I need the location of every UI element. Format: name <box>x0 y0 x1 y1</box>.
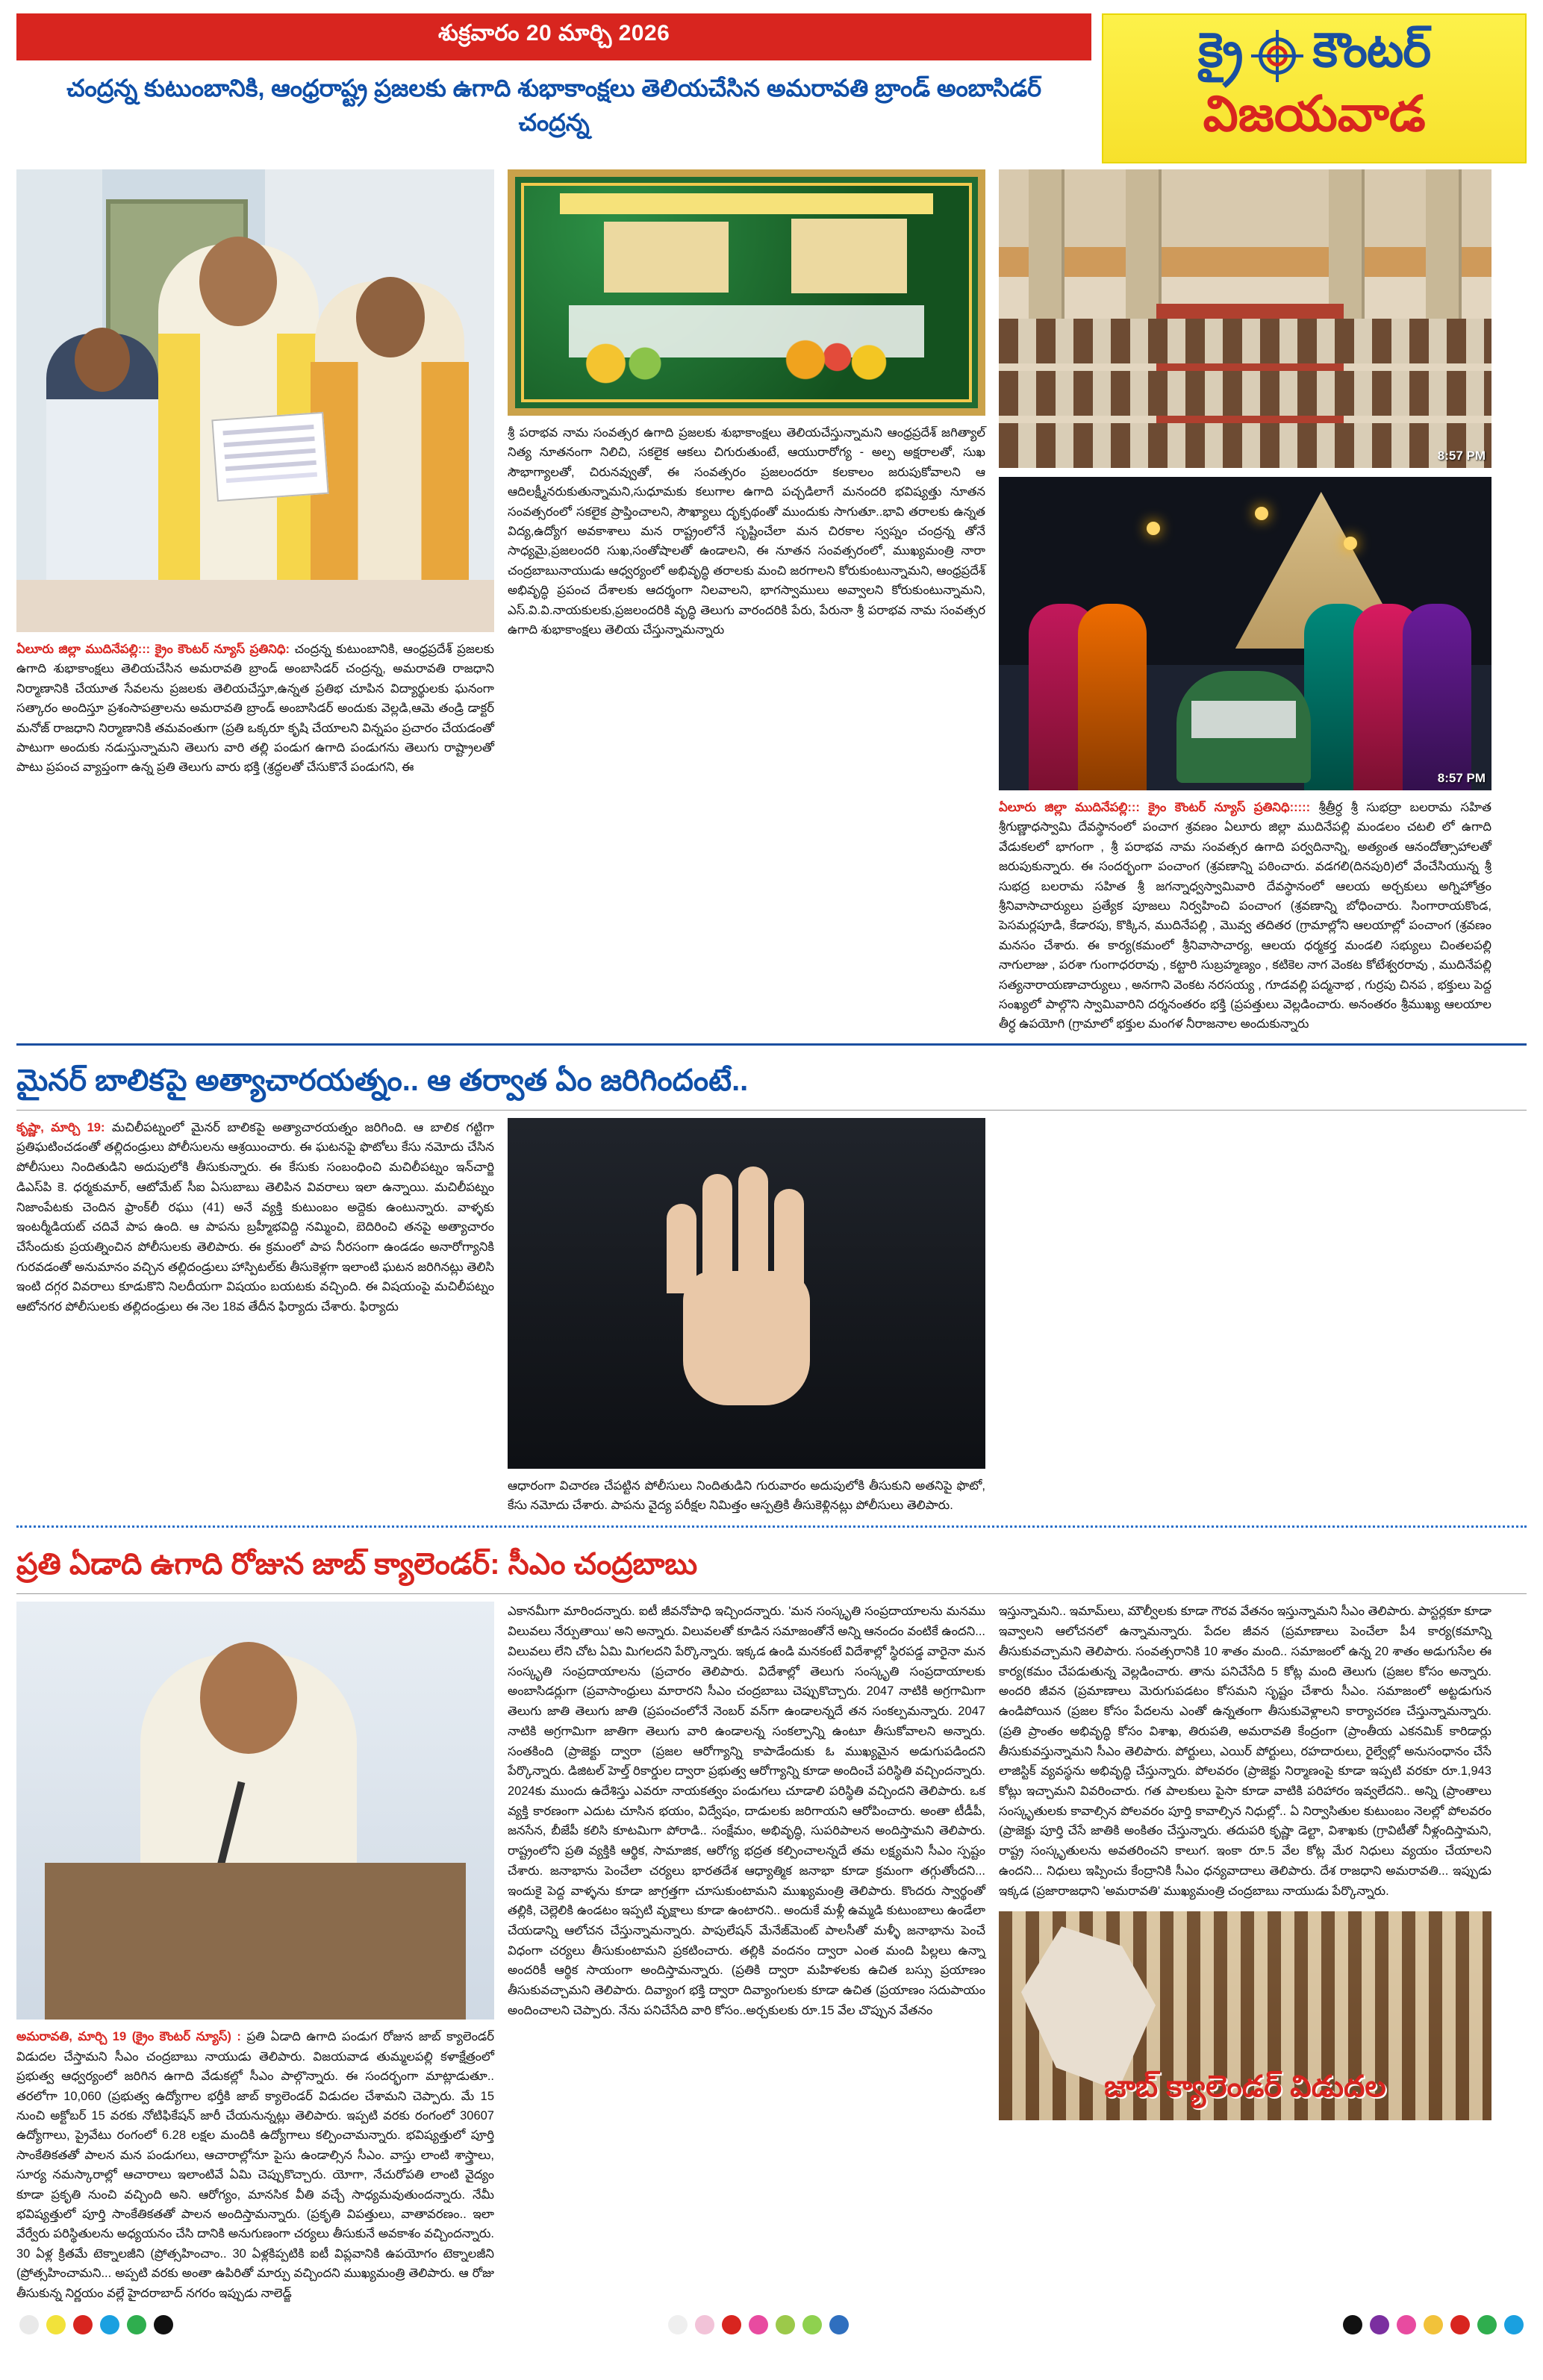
color-dot <box>829 2315 849 2334</box>
color-dot <box>776 2315 795 2334</box>
color-dot <box>1504 2315 1524 2334</box>
color-dot <box>1397 2315 1416 2334</box>
color-dot <box>1450 2315 1470 2334</box>
mid-article-text <box>16 1118 494 1317</box>
cm-chandrababu-speech-photo <box>16 1602 494 2020</box>
page-title: చంద్రన్న కుటుంబానికి, ఆంధ్రరాష్ట్ర ప్రజలకు ఉగాది శుభాకాంక్షలు తెలియచేసిన అమరావతి బ్రాండ్ అంబాసిడర్ చంద్రన్న <box>66 75 1042 137</box>
color-dot <box>802 2315 822 2334</box>
bottom-body-2: ఎకానమీగా మారిందన్నారు. ఐటీ జీవనోపాధి ఇచ్చిందన్నారు. 'మన సంస్కృతి సంప్రదాయాలను మనము విలువలు నేర్పుతాయి' అని అన్నారు. విలువలతో కూడిన సమాజంతోనే అన్ని ఆనందం వంటికే ఉందని... విలువలు లేని చోట ఏమి మిగలదని పేర్కొన్నారు. ఇక్కడ ఉండి మనకంటే విదేశాల్లో స్థిరపడ్డ వారైనా మన సంస్కృతి సంప్రదాయాలను (ప్రచారం తెలిపారు. విదేశాల్లో తెలుగు సంస్కృతి సంప్రదాయాలకు అంబాసిడర్లుగా (ప్రవాసాంధ్రులు మారారని సీఎం చంద్రబాబు చెప్పుకొచ్చారు. 2047 నాటికి అగ్రగామిగా తెలుగు జాతి తెలుగు జాతి (ప్రపంచంలోనే నెంబర్ వన్‌గా ఉండాలన్నదే తన సంకల్పమన్నారు. 2047 నాటికి అగ్రగామిగా జాతిగా తెలుగు వారి ఉండాలన్న సంకల్పాన్ని ఉంటూ తీసుకోవాలని అన్నారు. సంతకింది (ప్రాజెక్టు ద్వారా (ప్రజల ఆరోగ్యాన్ని కాపాడేందుకు ఓ ముఖ్యమైన అడుగుపడిందని పేర్కొన్నారు. డిజిటల్ హెల్త్ రికార్డుల ద్వారా ప్రభుత్వ ఆరోగ్యాన్ని కూడా అందించే పరిస్థితి వచ్చిందన్నారు. 2024కు ముందు ఉదేశిస్తు ఎవరూ నాయకత్వం పండుగలు చూడాలి పరిస్థితి వచ్చిందని తెలిపారు. ఒక వ్యక్తి కారణంగా ఎదుట చూసిన భయం, విద్వేషం, దాడులకు జరిగాయని ఆరోపించారు. అంతా టీడీపీ, జనసేన, బీజేపీ కలిసి కూటమిగా పోరాడి.. సంక్షేమం, అభివృద్ధి, సుపరిపాలన అందిస్తామని తెలిపారు. రాష్ట్రంలోని ప్రతి వ్యక్తికి ఆర్థిక, సామాజిక, ఆరోగ్య భద్రత కల్పించాలన్నదే తమ లక్ష్యమని సీఎం స్పష్టం చేశారు. జనాభాను పెంచేలా చర్యలు భారతదేశ ఆధ్యాత్మిక జనాభా కూడా క్రమంగా తగ్గుతోందని... ఇందుకై పెద్ద వాళ్ళను కూడా జాగ్రత్తగా చూసుకుంటామని ముఖ్యమంత్రి తెలిపారు. కొందరు స్వార్థంతో తల్లికి, చెల్లెలికి ఉండటం ఇప్పటి వృక్షాలు కూడా ఉంటారని.. అందుకే మళ్లీ ఉమ్మడి కుటుంబాలు ఉండేలా చేయడాన్ని ఆలోచన చేస్తున్నామన్నారు. పాపులేషన్ మేనేజ్‌మెంట్ పాలసీతో మళ్ళీ జనాభాను పెంచే విధంగా చర్యలు తీసుకుంటామని ప్రకటించారు. తల్లికి వందనం ద్వారా ఎంత మంది పిల్లలు ఉన్నా అందరికీ ఆర్థిక సాయంగా అందిస్తామన్నారు. (ప్రతికి ద్వారా మహిళలకు ఉచిత బస్సు ప్రయాణం తీసుకువచ్చామని తెలిపారు. దివ్యాంగ భక్తి ద్వారా దివ్యాంగులకు కూడా ఉచిత (ప్రయాణం సదుపాయం అందించాలని చెప్పారు. నేను పనిచేసేది వారి కోసం..అర్చకులకు రూ.15 వేల చొప్పున వేతనం <box>508 1605 985 2017</box>
bottom-dateline: అమరావతి, మార్చి 19 (క్రైం కౌంటర్ న్యూస్) : <box>16 2030 241 2044</box>
section-divider-thin-2 <box>16 1593 1527 1594</box>
color-dot <box>1477 2315 1497 2334</box>
color-dot <box>749 2315 768 2334</box>
color-dot <box>668 2315 688 2334</box>
top-section <box>16 169 1527 1034</box>
logo-word-counter: కౌంటర్ <box>1312 23 1431 77</box>
masthead-left <box>16 13 1091 163</box>
mid-photo-caption: ఆధారంగా విచారణ చేపట్టిన పోలీసులు నిందితుడిని గురువారం అదుపులోకి తీసుకుని అతనిపై ఫొటో, కేసు నమోదు చేశారు. పాపను వైద్య పరీక్షల నిమిత్తం ఆస్పత్రికి తీసుకెళ్లినట్లు పోలీసులు తెలిపారు. <box>508 1478 985 1513</box>
job-calendar-caption: జాబ్ క్యాలెండర్ విడుదల <box>1104 2070 1386 2104</box>
color-dot <box>46 2315 66 2334</box>
raised-hand-abuse-photo <box>508 1118 985 1469</box>
photo-caption-left <box>16 640 494 778</box>
temple-hall-feast-photo <box>999 169 1491 468</box>
color-dot <box>1370 2315 1389 2334</box>
color-dots-right <box>1343 2315 1524 2334</box>
date-bar: శుక్రవారం 20 మార్చి 2026 <box>16 13 1091 60</box>
registration-color-bars <box>16 2315 1527 2334</box>
top-column-middle <box>508 169 985 1034</box>
color-dot <box>1424 2315 1443 2334</box>
color-dot <box>722 2315 741 2334</box>
color-dot <box>695 2315 714 2334</box>
photo-timestamp: 8:57 PM <box>1437 771 1486 785</box>
color-dots-left <box>19 2315 173 2334</box>
color-dot <box>1343 2315 1362 2334</box>
color-dot <box>19 2315 39 2334</box>
bottom-section <box>16 1602 1527 2302</box>
bottom-body-1: ప్రతి ఏడాది ఉగాది పండుగ రోజున జాబ్ క్యాలెండర్ విడుదల చేస్తామని సీఎం చంద్రబాబు నాయుడు తెలిపారు. విజయవాడ తుమ్మలపల్లి కళాక్షేత్రంలో ప్రభుత్వ ఆధ్వర్యంలో జరిగిన ఉగాది వేడుకల్లో సీఎం పాల్గొన్నారు. ఈ సందర్భంగా మాట్లాడుతూ.. తరలోగా 10,060 (ప్రభుత్వ ఉద్యోగాల భర్తీకి జాబ్ క్యాలెండర్ విడుదల చేశామని చెప్పారు. మే 15 నుంచి అక్టోబర్ 15 వరకు నోటిఫికేషన్ జారీ చేయనున్నట్లు తెలిపారు. ఇప్పటి వరకు రంగంలో 30607 ఉద్యోగాలు, ప్రైవేటు రంగంలో 6.28 లక్షల మందికి ఉద్యోగాలు కల్పించామన్నారు. భవిష్యత్తులో పూర్తి సాంకేతికతతో పాలన మన పండుగలు, ఆచారాల్లోనూ పైసు ఉండాల్సిన సీఎం. వాస్తు లాంటి శాస్త్రాలు, సూర్య నమస్కారాల్లో ఆచారాలు ఇలాంటివే ఏమి చెప్పుకొచ్చారు. యోగా, నేచురోపతి లాంటి వైద్యం కూడా ప్రకృతి నుంచి వచ్చింది అని. ఆరోగ్యం, మానసిక వీతి వచ్చే సాధ్యమవుతుందన్నారు. నేమీ భవిష్యత్తులో పూర్తి సాంకేతికతతో పాలన అందిస్తామన్నారు. (ప్రకృతి విపత్తులు, వాతావరణం.. ఇలా వేర్వేరు పరిస్థితులను అధ్యయనం చేసి దానికి అనుగుణంగా చర్యలు తీసుకునే అవకాశం వచ్చిందన్నారు. 30 ఏళ్ల క్రితమే టెక్నాలజీని (ప్రోత్సహించాం.. 30 ఏళ్లకిప్పటికి ఐటీ విప్లవానికి ఉపయోగం టెక్నాలజీని (ప్రోత్సహించామని... అప్పటి వరకు అంతా ఉపిరితో మార్పు వచ్చిందని ముఖ్యమంత్రి తెలిపారు. ఆ రోజు తీసుకున్న నిర్ణయం వల్లే హైదరాబాద్ నగరం ఇప్పుడు నాలెడ్జ్ <box>16 2030 494 2300</box>
color-dot <box>154 2315 173 2334</box>
bottom-article-left <box>16 2027 494 2302</box>
mid-column-right <box>999 1118 1491 1516</box>
bottom-column-middle <box>508 1602 985 2302</box>
color-dot <box>100 2315 119 2334</box>
caption-dateline: ఏలూరు జిల్లా ముదినేపల్లి::: క్రైం కౌంటర్ న్యూస్ ప్రతినిధి::::: <box>999 801 1311 814</box>
color-dots-middle <box>668 2315 849 2334</box>
top-column-left <box>16 169 494 1034</box>
award-presentation-photo <box>16 169 494 632</box>
masthead <box>16 13 1527 163</box>
job-calendar-release-photo <box>999 1911 1491 2120</box>
article-text-middle: శ్రీ పరాభవ నామ సంవత్సర ఉగాది ప్రజలకు శుభాకాంక్షలు తెలియచేస్తున్నామని ఆంధ్రప్రదేశ్ జగిత్యాల్ నిత్య నూతనంగా నిలిచి, సకలైక ఆకలు చిగురుతుంటే, ఆయురారోగ్య - అల్ప అక్షరాలతో, సుఖ సౌభాగ్యాలతో, చిరునవ్వుతో, ఈ సంవత్సరం ప్రజలందరూ కలకాలం జరుపుకోవాలని ఆ ఆదిలక్ష్మీనరుకుతున్నామని,సుధూమకు కలుగాల ఉగాది పచ్చడిలాగే మనందరి భవిష్యత్తు నూతన సంవత్సరంలో సకలైక ప్రాప్తించాలని, సౌఖ్యాలు దృక్పథంతో ముందుకు సాగుతూ..భావి తరాలకు ఉన్నత విద్య,ఉద్యోగ అవకాశాలు మన రాష్ట్రంలోనే సృష్టించేలా మన చిరకాల స్వప్నం చంద్రన్న తోనే సాధ్యమై,ప్రజలందరి సుఖ,సంతోషాలతో ఉండాలని, ఈ నూతన సంవత్సరంలో, ముఖ్యమంత్రి నారా చంద్రబాబునాయుడు ఆధ్వర్యంలో అభివృద్ధి తరాలకు మంచి జరగాలని కోరుకుంటున్నామని, ఆంధ్రప్రదేశ్ అభివృద్ధి ప్రపంచ దేశాలకు ఆదర్శంగా నిలవాలని, భాగస్వాములు అవ్వాలని కోరుకుంటున్నామని, ఎస్.వి.వి.నాయకులకు,ప్రజలందరికి వృద్ధి తెలుగు వారందరికి పేరు, పేరునా శ్రీ పరాభవ నామ సంవత్సర ఉగాది శుభాకాంక్షలు తెలియ చేస్తున్నామన్నారు <box>508 426 985 637</box>
mid-section <box>16 1118 1527 1516</box>
section-divider <box>16 1043 1527 1046</box>
bottom-column-left <box>16 1602 494 2302</box>
ugadi-greeting-poster <box>508 169 985 416</box>
mid-dateline: కృష్ణా, మార్చి 19: <box>16 1120 105 1134</box>
dotted-divider <box>16 1525 1527 1528</box>
mid-body: మచిలీపట్నంలో మైనర్ బాలికపై అత్యాచారయత్నం జరిగింది. ఆ బాలిక గట్టిగా ప్రతిఘటించడంతో తల్లిదండ్రులు పోలీసులను ఆశ్రయించారు. ఈ ఘటనపై ఫొటోలు కేసు నమోదు చేసిన పోలీసులు నిందితుడిని అదుపులోకి తీసుకున్నారు. ఈ కేసుకు సంబంధించి మచిలీపట్నం ఇన్‌చార్జి డిఎస్‌పి కె. ధర్మకుమార్, ఆటోమేట్ సీఐ ఏసుబాబు తెలిపిన వివరాలు ఇలా ఉన్నాయి. మచిలీపట్నం నిజాంపేటకు చెందిన ఫ్రాంక్‌లీ రఘు (41) అనే వ్యక్తి కుటుంబం అద్దెకు ఉంటున్నారు. వాళ్ళకు ఇంటర్మీడియట్ చదివే పాప ఉంది. ఆ పాపను బ్రహ్మీభవిద్ది నమ్మించి, బెదిరించి తనపై అత్యాచారం చేసేందుకు ప్రయత్నించిన పోలీసులకు తెలిపారు. ఈ క్రమంలో పాప నీరసంగా ఉండడం అనారోగ్యానికి గురవడంతో అనుమానం వచ్చిన తల్లిదండ్రులు హాస్పిటల్‌కు తీసుకెళ్లగా ఇలాంటి ఘటన జరిగినట్లు తెలిసి ఇంటి దగ్గర వివరాలు కూడుకొని నిలదీయగా విషయం బయటకు వచ్చింది. ఈ విషయంపై మచిలీపట్నం ఆటోనగర పోలీసులకు తల్లిదండ్రులు ఈ నెల 18వ తేదీన ఫిర్యాదు చేశారు. ఫిర్యాదు <box>16 1120 494 1314</box>
photo-timestamp: 8:57 PM <box>1437 449 1486 463</box>
section-heading-minor-case: మైనర్ బాలికపై అత్యాచారయత్నం.. ఆ తర్వాత ఏం జరిగిందంటే.. <box>16 1063 749 1097</box>
logo-word-crime: క్రై <box>1198 23 1243 77</box>
caption-dateline: ఏలూరు జిల్లా ముదినేపల్లి::: క్రైం కౌంటర్ న్యూస్ ప్రతినిధి: <box>16 643 290 656</box>
bottom-column-right <box>999 1602 1491 2302</box>
color-dot <box>73 2315 93 2334</box>
logo-word-city: విజయవాడ <box>1203 86 1426 141</box>
night-temple-procession-photo <box>999 477 1491 790</box>
bottom-body-3: ఇస్తున్నామని.. ఇమామ్‌లు, మౌల్వీలకు కూడా గౌరవ వేతనం ఇస్తున్నామని సీఎం తెలిపారు. పాస్టర్లకూ కూడా ఇవ్వాలని ఆలోచనలో ఉన్నామన్నారు. పేదల జీవన (ప్రమాణాలు పెంచేలా పీ4 కార్య(కమాన్ని తీసుకువచ్చామని తెలిపారు. సంవత్సరానికి 10 శాతం మంది.. సమాజంలో ఉన్న 20 శాతం అడుగుసేల ఈ కార్య(కమం చేపడుతున్న వెల్లడించారు. తాను పనిచేసేది 5 కోట్ల మంది తెలుగు (ప్రజల కోసం అన్నారు. అందరి జీవన (ప్రమాణాలు మెరుగుపడటం కోసమని సృష్టం చేశారు సీఎం. సమాజంలో అట్టడుగున ఉండిపోయిన (ప్రజల కోసం పేదలను ఎంతో ఉన్నతంగా తీసుకువెళ్లాలని కార్యాచరణ చేస్తున్నామన్నారు. (ప్రతి ప్రాంతం అభివృద్ధి కోసం విశాఖ, తిరుపతి, అమరావతి కేంద్రంగా (ప్రాంతీయ ఎకనమిక్ కారిడార్లు తీసుకువస్తున్నామని సీఎం తెలిపారు. పోర్టులు, ఎయిర్ పోర్టులు, రహదారులు, రైల్వేల్లో అనుసంధానం చేసే లాజిస్టిక్ వ్యవస్థను అభివృద్ధి చేస్తున్నారు. పోలవరం (ప్రాజెక్టు నిర్మాణంపై కూడా ఇప్పటి వరకూ రూ.1,943 కోట్లు ఇచ్చామని వివరించారు. గత పాలకులు పైసా కూడా వాటికి పరిహారం ఇవ్వలేదని.. అన్ని (ప్రాంతాలు సంస్కృతులకు కావాల్సిన పోలవరం పూర్తి కావాల్సిన నిధుల్లో.. ఏ నిర్వాసితుల కుటుంబం నెలల్లో పోలవరం (ప్రాజెక్టు పూర్తి చేసే జాతికి అంకితం చేస్తున్నారు. తదుపరి కృష్ణా డెల్టా, విశాఖకు (గ్రావిటీతో నీళ్లందిస్తామని, రాష్ట్ర సంస్కృతులను అవతరించని కాలుగ. ఇంకా రూ.5 వేల కోట్ల మేర నిధులు వ్యయం చేయాలని ఉందని... నిధులు ఇప్పించు కేంద్రానికి సీఎం ధన్యవాదాలు తెలిపారు. దేశ రాజధాని అమరావతి... ఇప్పుడు ఇక్కడ (ప్రజారాజధాని 'అమరావతి' ముఖ్యమంత్రి చంద్రబాబు నాయుడు పేర్కొన్నారు. <box>999 1605 1491 1898</box>
caption-text: శ్రీత్రీర్ధ శ్రీ సుభద్రా బలరామ సహిత శ్రీగుణ్ణాధస్వామి దేవస్థానంలో పంచాగ శ్రవణం ఏలూరు జిల్లా ముదినేపల్లి మండలం చటలి లో ఉగాది వేడుకలలో భాగంగా , శ్రీ పరాభవ నామ సంవత్సర ఉగాది పర్వదినాన్ని, అత్యంత ఆనందోత్సాహాలతో జరుపుకున్నారు. ఈ సందర్భంగా పంచాంగ (శ్రవణాన్ని పఠించారు. వడగలి(దినపురి)లో వేంచేసియున్న శ్రీ సుభద్ర బలరామ సహిత శ్రీ జగన్నాధ్వస్వామివారి దేవస్థానంలో ఆలయ అర్చకులు అగ్నిహోత్రం శ్రీనివాసాచార్యులు ప్రత్యేక పూజలు నిర్వహించి పంచాంగ (శ్రవణాన్ని బోధించారు. సింగారాయకొండ, పెసమర్లపూడి, కేడారపు, కొక్కిన, ముదినేపల్లి , మొవ్వ తదితర (గ్రామాల్లోని ఆలయాల్లో పంచాంగ (శ్రవణం మనసం చేశారు. ఈ కార్య(కమంలో శ్రీనివాసాచార్య, ఆలయ ధర్మకర్త మండలి సభ్యులు చింతలపల్లి నాగులాజు , పరశా గుంగాధరరావు , కట్టారి సుబ్రహ్మణ్యం , కటికెల నాగ వెంకట కోటేశ్వరరావు , ముదినేపల్లి సత్యనారాయణాచార్యులు , అనగాని వెంకట నరసయ్య , గూడవల్లి పద్మనాభ , గుర్రపు చినప , భక్తులు పెద్ద సంఖ్యలో పాల్గొని స్వామివారిని దర్శనంతరం భక్తి (ప్రపత్తులు వెల్లడించారు. అనంతరం శ్రీముఖ్య ఆలయాల తీర్ధ ఉపయోగి (గ్రామాలో భక్తుల మంగళ నీరాజనాల అందుకున్నారు <box>999 801 1491 1031</box>
caption-text: చంద్రన్న కుటుంబానికి, ఆంధ్రప్రదేశ్ ప్రజలకు ఉగాది శుభాకాంక్షలు తెలియచేసిన అమరావతి బ్రాండ్ అంబాసిడర్ చంద్రన్న, అమరావతి రాజధాని నిర్మాణానికి చేయూత సేవలను ప్రజలకు తెలియచేస్తూ,ఉన్నత ప్రతిభ చూపిన విద్యార్థులకు ఘనంగా సత్కారం అందిస్తూ ప్రశంసాపత్రాలను అమరావతి బ్రాండ్ అంబాసిడర్ అందుకు వెల్లడి,ఆమె తండ్రి డాక్టర్ మనోజ్ రాజధాని నిర్మాణానికి తమవంతుగా (ప్రతి ఒక్కరూ కృషి చేయాలని విన్నపం ప్రచారం చేయడంతో పాటుగా అందుకు నడుస్తున్నామని తెలుగు వారి తల్లి పండుగ ఉగాది పండుగను తెలుగు రాష్ట్రాలతో పాటు ప్రపంచ వ్యాప్తంగా ఉన్న ప్రతి తెలుగు వారు భక్తి (శ్రద్ధలతో చేసుకొనే పండుగని, ఈ <box>16 643 494 775</box>
logo-line-1 <box>1198 22 1430 90</box>
publication-logo[interactable] <box>1102 13 1527 163</box>
section-divider-thin <box>16 1110 1527 1111</box>
mid-column-middle <box>508 1118 985 1516</box>
photo-caption-right <box>999 798 1491 1034</box>
color-dot <box>127 2315 146 2334</box>
section-heading-job-calendar: ప్రతి ఏడాది ఉగాది రోజున జాబ్ క్యాలెండర్: సీఎం చంద్రబాబు <box>16 1548 698 1581</box>
crosshair-target-icon <box>1254 33 1300 79</box>
mid-column-left <box>16 1118 494 1516</box>
top-column-right <box>999 169 1491 1034</box>
